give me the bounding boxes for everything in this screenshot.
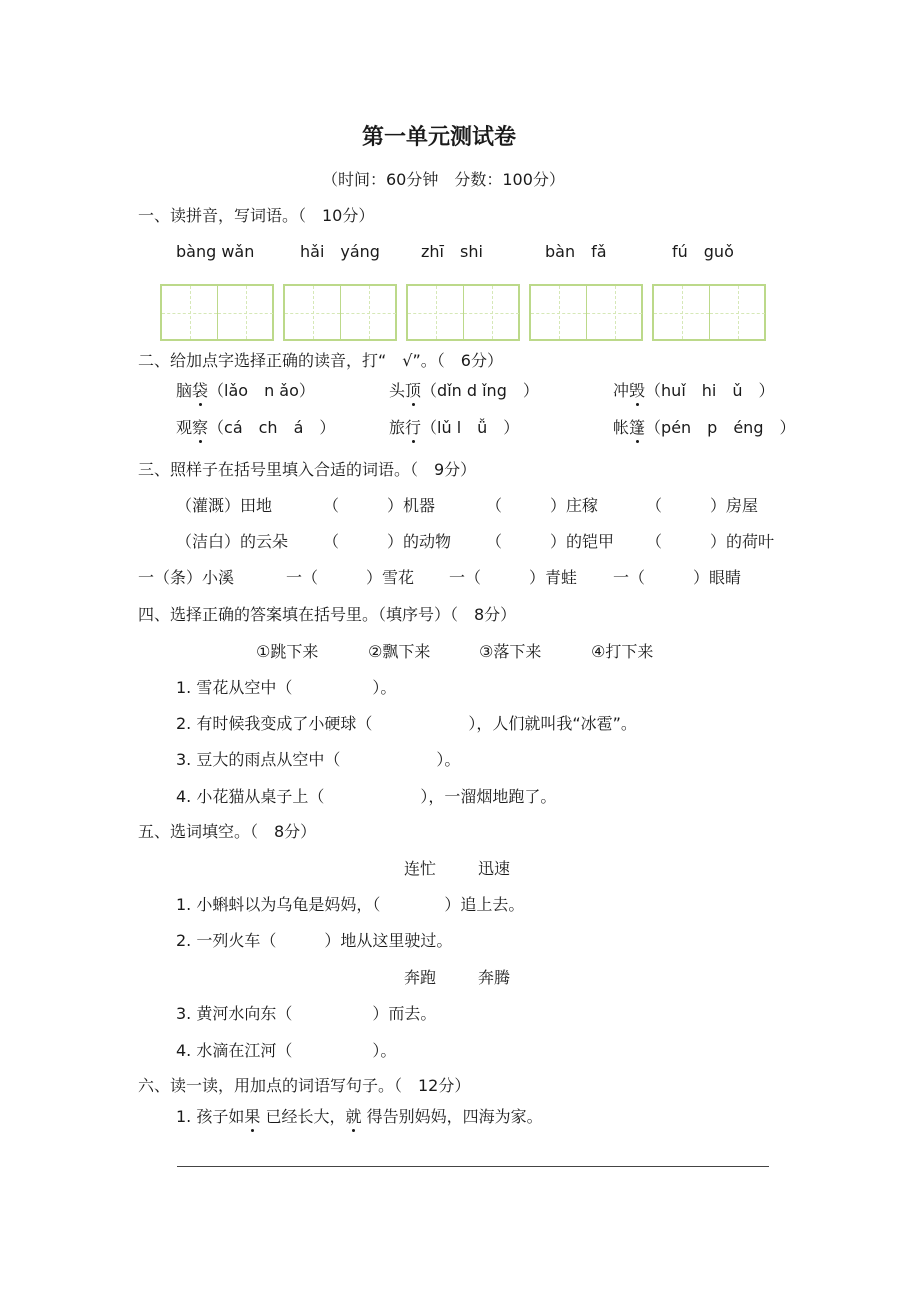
fill-item: （洁白）的云朵 — [176, 532, 289, 551]
pinyin-5: fú guǒ — [672, 242, 734, 261]
fill-item: （灌溉）田地 — [176, 496, 273, 515]
writing-grid-3[interactable] — [406, 284, 520, 341]
word-choice: 连忙 — [404, 859, 437, 878]
fill-item[interactable]: 一（ ）青蛙 — [449, 568, 578, 587]
question-line[interactable]: 4. 水滴在江河（ ）。 — [176, 1041, 397, 1060]
reading-item: 脑袋（lǎo n ǎo） — [176, 381, 315, 400]
fill-item[interactable]: （ ）的动物 — [323, 532, 452, 551]
section-5-heading: 五、选词填空。（ 8分） — [138, 822, 317, 841]
section-1-heading: 一、读拼音，写词语。（ 10分） — [138, 206, 375, 225]
word-choice: 奔跑 — [404, 968, 437, 987]
pinyin-4: bàn fǎ — [545, 242, 607, 261]
question-line[interactable]: 2. 有时候我变成了小硬球（ ），人们就叫我“冰雹”。 — [176, 714, 637, 733]
pinyin-3: zhī shi — [421, 242, 483, 261]
page-title: 第一单元测试卷 — [362, 125, 517, 150]
question-line[interactable]: 1. 小蝌蚪以为乌龟是妈妈，（ ）追上去。 — [176, 895, 525, 914]
fill-item[interactable]: （ ）的铠甲 — [486, 532, 615, 551]
writing-grid-2[interactable] — [283, 284, 397, 341]
section-4-heading: 四、选择正确的答案填在括号里。（填序号）（ 8分） — [138, 605, 517, 624]
fill-item[interactable]: （ ）机器 — [323, 496, 436, 515]
section-6-heading: 六、读一读，用加点的词语写句子。（ 12分） — [138, 1076, 471, 1095]
word-choice: 迅速 — [478, 859, 511, 878]
option-2: ②飘下来 — [368, 642, 431, 661]
fill-item: 一（条）小溪 — [138, 568, 235, 587]
question-line[interactable]: 4. 小花猫从桌子上（ ），一溜烟地跑了。 — [176, 787, 557, 806]
fill-item[interactable]: 一（ ）眼睛 — [613, 568, 742, 587]
option-3: ③落下来 — [479, 642, 542, 661]
reading-item: 观察（cá ch á ） — [176, 418, 336, 437]
section-2-heading: 二、给加点字选择正确的读音，打“ √”。（ 6分） — [138, 351, 503, 370]
exam-info: （时间：60分钟 分数：100分） — [322, 170, 565, 189]
pinyin-2: hǎi yáng — [300, 242, 380, 261]
pinyin-1: bàng wǎn — [176, 242, 255, 261]
fill-item[interactable]: （ ）的荷叶 — [646, 532, 775, 551]
section-3-heading: 三、照样子在括号里填入合适的词语。（ 9分） — [138, 460, 477, 479]
answer-line[interactable] — [177, 1166, 769, 1167]
option-4: ④打下来 — [591, 642, 654, 661]
word-choice: 奔腾 — [478, 968, 511, 987]
fill-item[interactable]: （ ）房屋 — [646, 496, 759, 515]
writing-grid-4[interactable] — [529, 284, 643, 341]
writing-grid-5[interactable] — [652, 284, 766, 341]
fill-item[interactable]: （ ）庄稼 — [486, 496, 599, 515]
reading-item: 头顶（dǐn d ǐng ） — [389, 381, 539, 400]
question-line[interactable]: 1. 雪花从空中（ ）。 — [176, 678, 397, 697]
question-line[interactable]: 3. 豆大的雨点从空中（ ）。 — [176, 750, 461, 769]
question-line[interactable]: 3. 黄河水向东（ ）而去。 — [176, 1004, 437, 1023]
reading-item: 帐篷（pén p éng ） — [613, 418, 796, 437]
reading-item: 旅行（lǔ l ǚ ） — [389, 418, 520, 437]
writing-grid-1[interactable] — [160, 284, 274, 341]
question-line[interactable]: 2. 一列火车（ ）地从这里驶过。 — [176, 931, 453, 950]
reading-item: 冲毁（huǐ hi ǔ ） — [613, 381, 775, 400]
option-1: ①跳下来 — [256, 642, 319, 661]
fill-item[interactable]: 一（ ）雪花 — [286, 568, 415, 587]
example-sentence: 1. 孩子如果 已经长大，就 得告别妈妈，四海为家。 — [176, 1107, 543, 1126]
